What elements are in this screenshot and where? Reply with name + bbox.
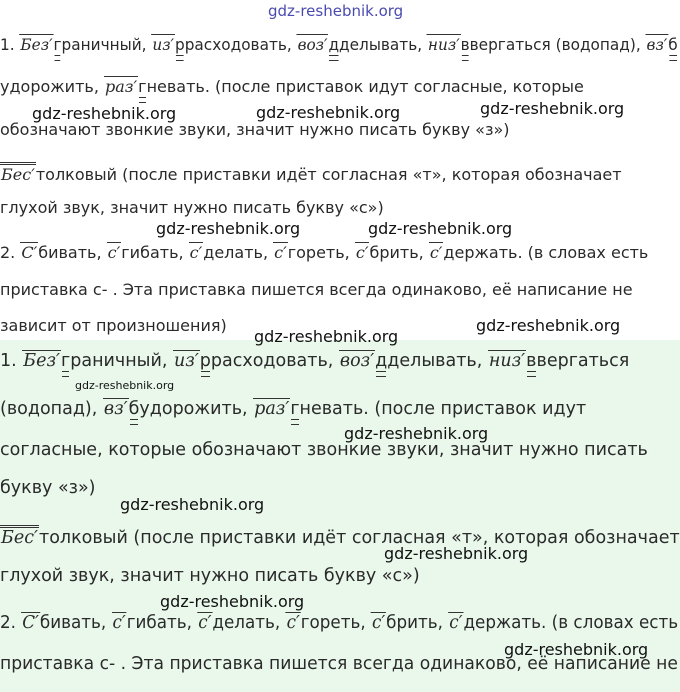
prefix-s: с′ <box>198 613 212 633</box>
prefix-vz: вз′ <box>646 35 668 54</box>
answer-line: согласные, которые обозначают звонкие звуки, значит нужно писать <box>0 440 648 460</box>
prefix-niz: низ′ <box>488 351 526 371</box>
answer-line: (водопад), вз′будорожить, раз′гневать. (после приставок идут <box>0 399 587 419</box>
watermark: gdz-reshebnik.org <box>480 99 625 118</box>
prefix-s: с′ <box>355 243 369 262</box>
prefix-s: с′ <box>189 243 203 262</box>
prefix-s: с′ <box>286 613 300 633</box>
prefix-bez: Без′ <box>23 351 61 371</box>
prefix-s: С′ <box>21 243 38 262</box>
watermark: gdz-reshebnik.org <box>256 103 401 122</box>
answer-line: 1. Без′граничный, из′ррасходовать, воз′дделывать, низ′ввергаться <box>0 351 630 371</box>
answer-line: обозначают звонкие звуки, значит нужно писать букву «з») <box>0 120 510 139</box>
prefix-raz: раз′ <box>105 77 138 96</box>
answer-line: удорожить, раз′гневать. (после приставок идут согласные, которые <box>0 77 584 96</box>
watermark: gdz-reshebnik.org <box>160 592 305 611</box>
answer-line: глухой звук, значит нужно писать букву «с») <box>0 566 420 586</box>
prefix-s: с′ <box>112 613 126 633</box>
answer-line: глухой звук, значит нужно писать букву «с») <box>0 198 384 217</box>
prefix-bes: Бес′ <box>0 525 39 548</box>
answer-line: зависит от произношения) <box>0 316 227 335</box>
watermark: gdz-reshebnik.org <box>504 640 649 659</box>
prefix-vz: вз′ <box>103 399 128 419</box>
answer-line: 1. Без′граничный, из′ррасходовать, воз′дделывать, низ′ввергаться (водопад), вз′б <box>0 35 678 54</box>
answer-line: 2. С′бивать, с′гибать, с′делать, с′гореть, с′брить, с′держать. (в словах есть <box>0 243 649 262</box>
prefix-voz: воз′ <box>339 351 375 371</box>
prefix-s: с′ <box>449 613 463 633</box>
prefix-bes: Бес′ <box>0 162 36 185</box>
prefix-s: с′ <box>274 243 287 262</box>
watermark: gdz-reshebnik.org <box>268 2 404 20</box>
answer-line: приставка с- . Эта приставка пишется всегда одинаково, её написание не <box>0 654 678 674</box>
watermark: gdz-reshebnik.org <box>120 495 265 514</box>
watermark: gdz-reshebnik.org <box>344 424 489 443</box>
prefix-iz: из′ <box>174 351 199 371</box>
watermark: gdz-reshebnik.org <box>32 104 177 123</box>
answer-line: 2. С′бивать, с′гибать, с′делать, с′гореть, с′брить, с′держать. (в словах есть <box>0 613 679 633</box>
watermark: gdz-reshebnik.org <box>254 327 399 346</box>
watermark: gdz-reshebnik.org <box>476 316 621 335</box>
watermark: gdz-reshebnik.org <box>156 219 301 238</box>
watermark: gdz-reshebnik.org <box>384 544 529 563</box>
prefix-niz: низ′ <box>427 35 460 54</box>
watermark: gdz-reshebnik.org <box>75 379 175 392</box>
answer-line: Бес′толковый (после приставки идёт согласная «т», которая обозначает <box>0 525 680 548</box>
prefix-voz: воз′ <box>297 35 328 54</box>
prefix-iz: из′ <box>152 35 175 54</box>
watermark: gdz-reshebnik.org <box>368 219 513 238</box>
prefix-s: с′ <box>107 243 121 262</box>
answer-line: Бес′толковый (после приставки идёт согласная «т», которая обозначает <box>0 162 622 185</box>
prefix-s: с′ <box>429 243 443 262</box>
answer-line: букву «з») <box>0 478 96 498</box>
prefix-s: с′ <box>372 613 386 633</box>
prefix-raz: раз′ <box>254 399 290 419</box>
prefix-s: С′ <box>22 613 39 633</box>
prefix-bez: Без′ <box>20 35 53 54</box>
answer-line: приставка с- . Эта приставка пишется всегда одинаково, её написание не <box>0 280 633 299</box>
